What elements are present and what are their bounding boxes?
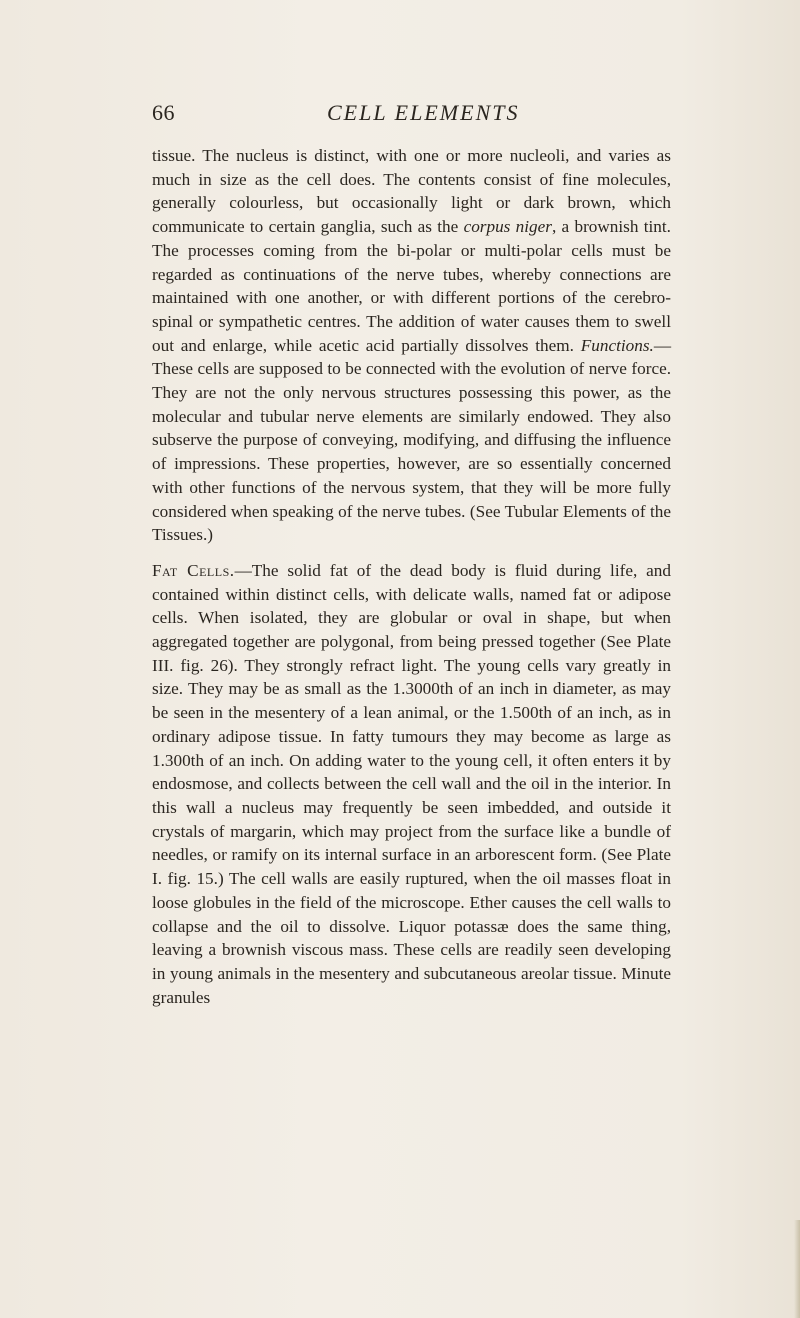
paragraph-text: tissue. The nucleus is distinct, with one or more nucleoli, and varies as much in size as the cell does. The contents consist of fine molecules, generally colourless, but occasionally light or dark brown, which communicate to certain ganglia, such as the	[152, 146, 671, 237]
paragraph-text: , a brownish tint. The processes coming from the bi-polar or multi-polar cells must be regarded as continuations of the nerve tubes, whereby connections are maintained with one another, or with different portions of the cerebro-spinal or sympathetic centres. The addition of water causes them to swell out and enlarge, while acetic acid partially dissolves them.	[152, 217, 671, 355]
page-header	[150, 100, 670, 134]
section-subheading: Functions.	[580, 335, 654, 355]
italic-term: corpus niger	[463, 217, 552, 237]
running-head: CELL ELEMENTS	[327, 100, 520, 125]
paragraph-fat-cells	[152, 559, 671, 1009]
page-number: 66	[152, 100, 175, 125]
body-text	[152, 144, 671, 1009]
paragraph-text: —These cells are supposed to be connected with the evolution of nerve force. They are not the only nervous structures possessing this power, as the molecular and tubular nerve elements are similarly endowed. They also subserve the purpose of conveying, modifying, and diffusing the influence of impressions. These properties, however, are so essentially concerned with other functions of the nervous system, that they will be more fully considered when speaking of the nerve tubes. (See Tubular Elements of the Tissues.)	[152, 335, 671, 545]
paragraph-text: —The solid fat of the dead body is fluid during life, and contained within distinct cells, with delicate walls, named fat or adipose cells. When isolated, they are globular or oval in shape, but when aggregated together are polygonal, from being pressed together (See Plate III. fig. 26). They strongly refract light. The young cells vary greatly in size. They may be as small as the 1.3000th of an inch in diameter, as may be seen in the mesentery of a lean animal, or the 1.500th of an inch, as in ordinary adipose tissue. In fatty tumours they may become as large as 1.300th of an inch. On adding water to the young cell, it often enters it by endosmose, and collects between the cell wall and the oil in the interior. In this wall a nucleus may frequently be seen imbedded, and outside it crystals of margarin, which may project from the surface like a bundle of needles, or ramify on its internal surface in an arborescent form. (See Plate I. fig. 15.) The cell walls are easily ruptured, when the oil masses float in loose globules in the field of the microscope. Ether causes the cell walls to collapse and the oil to dissolve. Liquor potassæ does the same thing, leaving a brownish viscous mass. These cells are readily seen developing in young animals in the mesentery and subcutaneous areolar tissue. Minute granules	[152, 560, 671, 1007]
page-edge-shadow	[794, 1220, 800, 1318]
section-heading: Fat Cells.	[152, 560, 235, 580]
paragraph-nucleus	[152, 144, 671, 547]
